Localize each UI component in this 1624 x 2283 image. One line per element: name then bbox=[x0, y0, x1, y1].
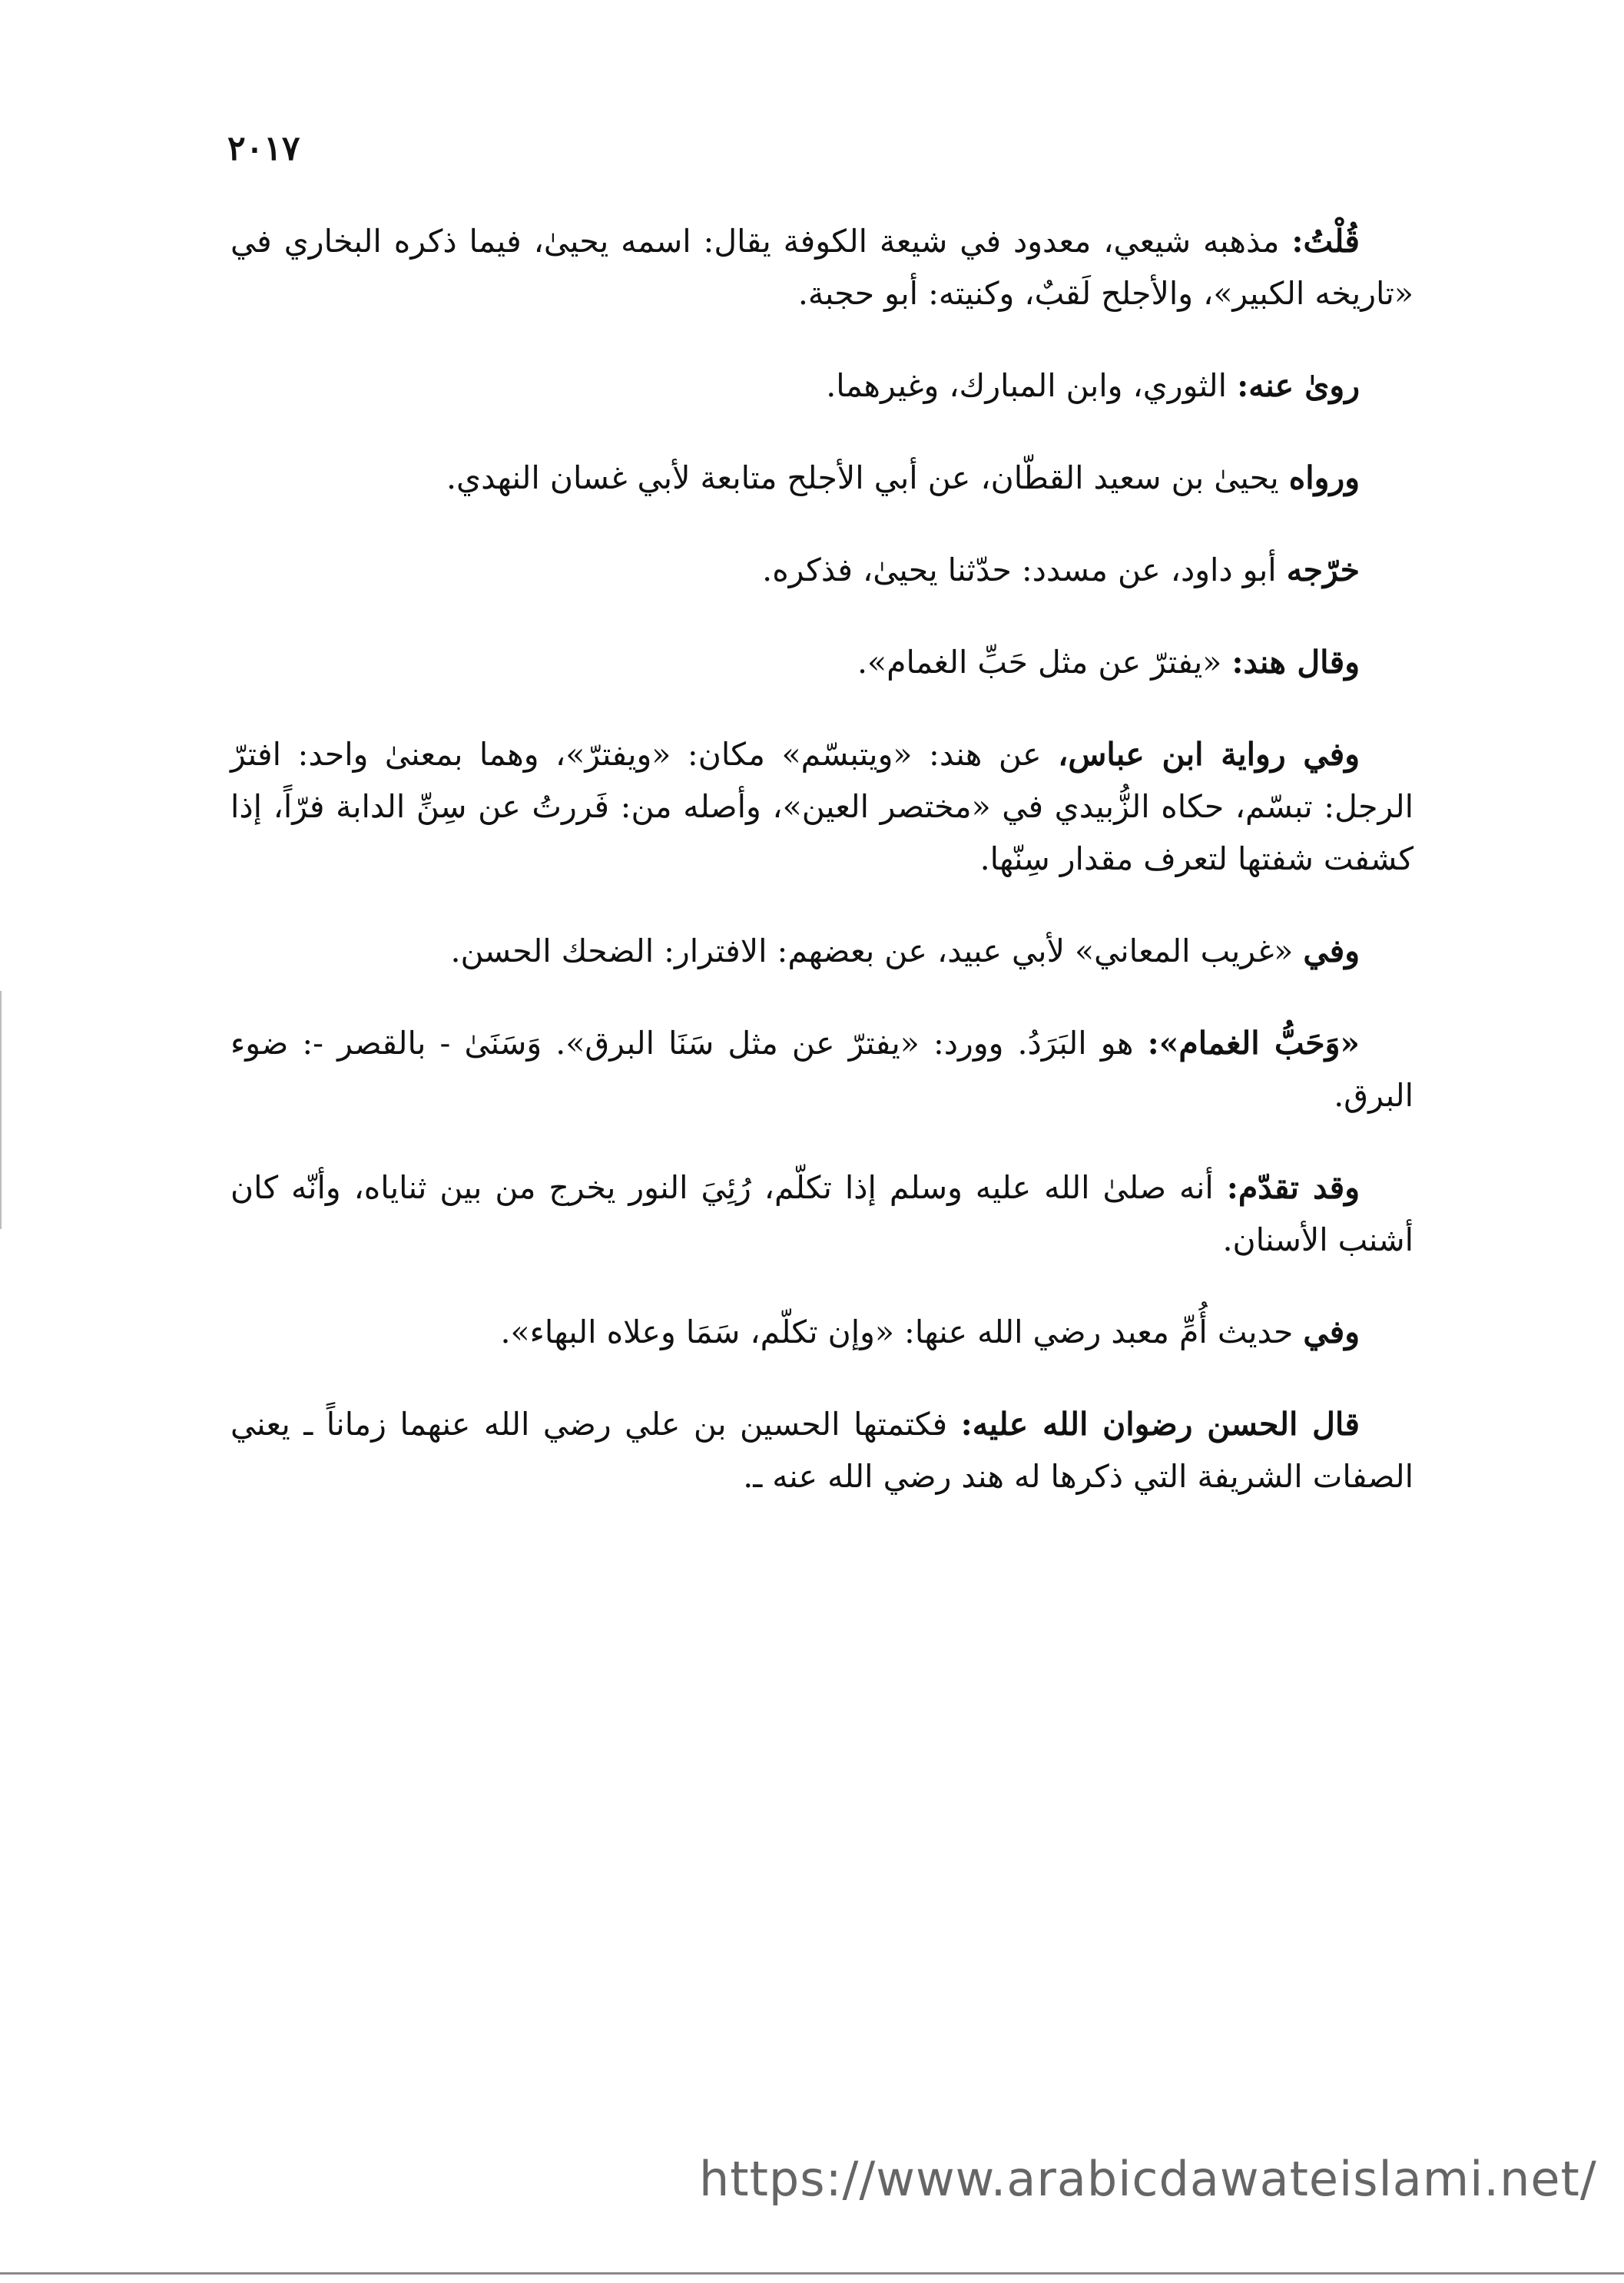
paragraph-text: «غريب المعاني» لأبي عبيد، عن بعضهم: الافترار: الضحك الحسن. bbox=[450, 933, 1304, 969]
paragraph-2 bbox=[230, 360, 1414, 412]
bottom-rule bbox=[0, 2272, 1624, 2275]
paragraph-text: حديث أُمِّ معبد رضي الله عنها: «وإن تكلّم، سَمَا وعلاه البهاء». bbox=[500, 1314, 1304, 1350]
paragraph-10 bbox=[230, 1306, 1414, 1358]
paragraph-3 bbox=[230, 452, 1414, 504]
source-url-watermark: https://www.arabicdawateislami.net/ bbox=[699, 2151, 1597, 2207]
paragraph-11 bbox=[230, 1398, 1414, 1503]
paragraph-lead: وقال هند: bbox=[1231, 644, 1360, 681]
paragraph-text: يحيىٰ بن سعيد القطّان، عن أبي الأجلح متابعة لأبي غسان النهدي. bbox=[446, 459, 1289, 496]
paragraph-4 bbox=[230, 544, 1414, 596]
paragraph-text: «يفترّ عن مثل حَبِّ الغمام». bbox=[857, 644, 1232, 681]
body-text bbox=[230, 215, 1414, 1542]
paragraph-text: فكتمتها الحسين بن علي رضي الله عنهما زماناً ـ يعني الصفات الشريفة التي ذكرها له هند رضي الله عنه ـ. bbox=[230, 1406, 1414, 1495]
paragraph-text: هو البَرَدُ. وورد: «يفترّ عن مثل سَنَا البرق». وَسَنَىٰ - بالقصر -: ضوء البرق. bbox=[230, 1025, 1414, 1114]
page-number: ٢٠١٧ bbox=[227, 129, 300, 168]
paragraph-lead: خرّجه bbox=[1286, 552, 1360, 588]
paragraph-lead: رویٰ عنه: bbox=[1237, 367, 1360, 404]
paragraph-text: أبو داود، عن مسدد: حدّثنا يحيىٰ، فذكره. bbox=[762, 552, 1287, 588]
paragraph-7 bbox=[230, 925, 1414, 977]
paragraph-lead: وفي رواية ابن عباس، bbox=[1058, 736, 1360, 773]
paragraph-lead: وفي bbox=[1303, 933, 1360, 969]
paragraph-5 bbox=[230, 636, 1414, 688]
paragraph-lead: وفي bbox=[1303, 1314, 1360, 1350]
paragraph-8 bbox=[230, 1017, 1414, 1122]
paragraph-text: الثوري، وابن المبارك، وغيرهما. bbox=[826, 367, 1238, 404]
scan-edge-line bbox=[0, 991, 2, 1229]
paragraph-1 bbox=[230, 215, 1414, 320]
paragraph-9 bbox=[230, 1161, 1414, 1266]
paragraph-lead: قُلْتُ: bbox=[1291, 223, 1360, 260]
paragraph-lead: «وَحَبُّ الغمام»: bbox=[1147, 1025, 1360, 1062]
paragraph-lead: ورواه bbox=[1288, 459, 1360, 496]
paragraph-text: مذهبه شيعي، معدود في شيعة الكوفة يقال: اسمه يحيىٰ، فيما ذكره البخاري في «تاريخه الكبير»، والأجلح لَقبٌ، وكنيته: أبو حجبة. bbox=[230, 223, 1414, 312]
paragraph-lead: قال الحسن رضوان الله عليه: bbox=[960, 1406, 1360, 1443]
paragraph-lead: وقد تقدّم: bbox=[1226, 1169, 1360, 1206]
paragraph-text: عن هند: «ويتبسّم» مكان: «ويفترّ»، وهما بمعنىٰ واحد: افترّ الرجل: تبسّم، حكاه الزُّبيدي في «مختصر العين»، وأصله من: فَررتُ عن سِنِّ الدابة فرّاً، إذا كشفت شفتها لتعرف مقدار سِنّها. bbox=[230, 736, 1414, 877]
paragraph-text: أنه صلىٰ الله عليه وسلم إذا تكلّم، رُئِيَ النور يخرج من بين ثناياه، وأنّه كان أشنب الأسنان. bbox=[230, 1169, 1414, 1258]
paragraph-6 bbox=[230, 728, 1414, 885]
